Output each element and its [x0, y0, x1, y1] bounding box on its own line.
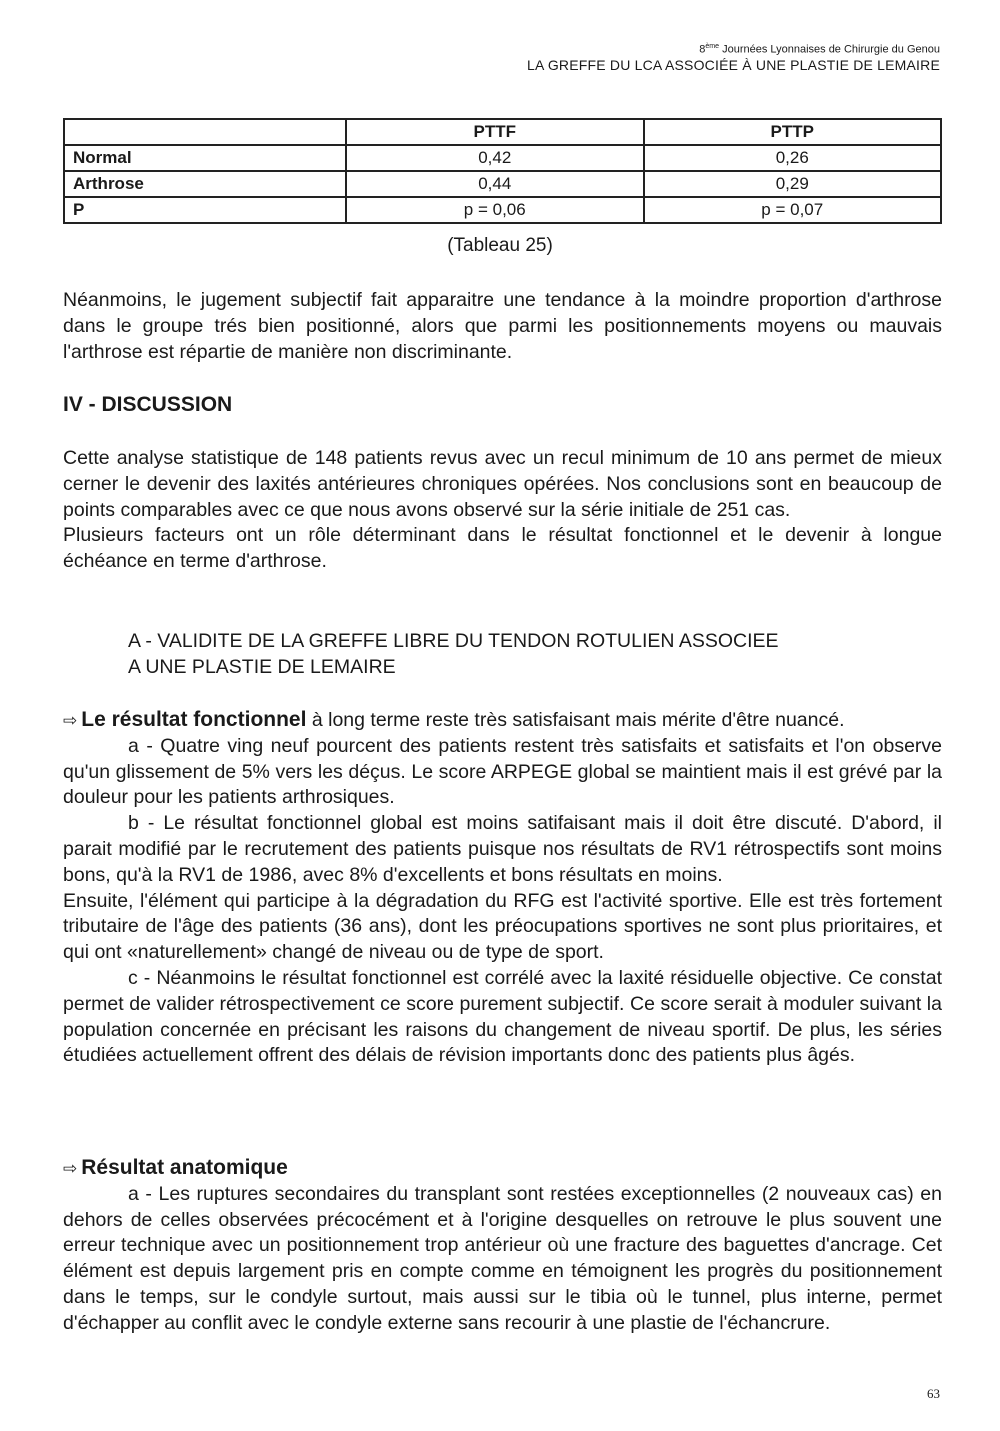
table-row: [64, 197, 941, 223]
results-table: [63, 118, 942, 224]
arrow-icon: ⇨: [63, 1159, 78, 1178]
fonctionnel-lead: Le résultat fonctionnel: [81, 708, 307, 731]
table-row: [64, 145, 941, 171]
table-caption: (Tableau 25): [447, 235, 553, 256]
conference-title: Journées Lyonnaises de Chirurgie du Genou: [719, 43, 940, 56]
fonctionnel-point-b-continued: Ensuite, l'élément qui participe à la dégradation du RFG est l'activité sportive. Elle est très fortement tributaire de l'âge des patients (36 ans), dont les préocupations sportives ne sont plus prioritaires, et qui ont «naturellement» changé de niveau ou de type de sport.: [63, 889, 942, 964]
cell-pttp: 0,29: [644, 171, 942, 197]
table-header-empty: [64, 119, 346, 145]
row-label: Arthrose: [64, 171, 346, 197]
conference-name: [527, 40, 940, 57]
fonctionnel-lead-line: [63, 707, 942, 734]
article-title: LA GREFFE DU LCA ASSOCIÉE À UNE PLASTIE DE LEMAIRE: [526, 56, 940, 73]
cell-pttp: p = 0,07: [644, 197, 942, 223]
subsection-heading: [128, 628, 928, 680]
subsection-heading-line2: A UNE PLASTIE DE LEMAIRE: [128, 656, 396, 678]
anatomique-lead: Résultat anatomique: [81, 1156, 288, 1179]
discussion-paragraph-2: Plusieurs facteurs ont un rôle déterminant dans le résultat fonctionnel et le devenir à longue échéance en terme d'arthrose.: [63, 524, 942, 573]
discussion-paragraph-1: Cette analyse statistique de 148 patients revus avec un recul minimum de 10 ans permet de mieux cerner le devenir des laxités antérieures chroniques opérées. Nos conclusions sont en beaucoup de points comparables avec ce que nous avons observé sur la série initiale de 251 cas.: [63, 447, 942, 521]
table-header-row: [64, 119, 941, 145]
cell-pttf: p = 0,06: [346, 197, 644, 223]
row-label: Normal: [64, 145, 346, 171]
fonctionnel-point-b: b - Le résultat fonctionnel global est moins satifaisant mais il doit être discuté. D'abord, il parait modifié par le recrutement des patients puisque nos résultats de RV1 rétrospectifs sont moins bons, qu'à la RV1 de 1986, avec 8% d'excellents et bons résultats en moins.: [63, 812, 942, 886]
intro-text: Néanmoins, le jugement subjectif fait apparaitre une tendance à la moindre proportion d'arthrose dans le groupe trés bien positionné, alors que parmi les positionnements moyens ou mauvais l'arthrose est répartie de manière non discriminante.: [63, 289, 942, 363]
table-row: [64, 171, 941, 197]
anatomique-lead-line: [63, 1155, 942, 1182]
fonctionnel-block: [63, 707, 942, 1069]
anatomique-block: [63, 1155, 942, 1337]
cell-pttp: 0,26: [644, 145, 942, 171]
table-header-pttp: PTTP: [644, 119, 942, 145]
discussion-intro: [63, 446, 942, 575]
fonctionnel-point-c: c - Néanmoins le résultat fonctionnel est corrélé avec la laxité résiduelle objective. Ce constat permet de valider rétrospectivement ce score purement subjectif. Ce score serait à moduler suivant la population concernée en précisant les raisons du changement de niveau sportif. De plus, les séries étudiées actuellement offrent des délais de révision importants donc des patients plus âgés.: [63, 966, 942, 1067]
subsection-heading-line1: A - VALIDITE DE LA GREFFE LIBRE DU TENDON ROTULIEN ASSOCIEE: [128, 630, 779, 652]
section-title: IV - DISCUSSION: [63, 393, 233, 416]
fonctionnel-lead-rest: à long terme reste très satisfaisant mais mérite d'être nuancé.: [306, 709, 845, 731]
cell-pttf: 0,42: [346, 145, 644, 171]
anatomique-point-a: a - Les ruptures secondaires du transplant sont restées exceptionnelles (2 nouveaux cas) en dehors de celles observées précocément et à l'origine desquelles on retrouve le plus souvent une erreur technique avec un positionnement trop antérieur où une fracture des baguettes d'ancrage. Cet élément est depuis largement pris en compte comme en témoignent les progrès du positionnement dans le temps, sur le condyle surtout, mais aussi sur le tibia où le tunnel, plus interne, permet d'échapper au conflit avec le condyle externe sans recourir à une plastie de l'échancrure.: [63, 1182, 942, 1334]
intro-paragraph: [63, 288, 942, 365]
page-number: 63: [927, 1386, 940, 1401]
arrow-icon: ⇨: [63, 711, 78, 730]
running-header: [527, 40, 940, 74]
cell-pttf: 0,44: [346, 171, 644, 197]
conference-superscript: ème: [705, 43, 720, 50]
row-label: P: [64, 197, 346, 223]
table-header-pttf: PTTF: [346, 119, 644, 145]
fonctionnel-point-a: a - Quatre ving neuf pourcent des patients restent très satisfaits et satisfaits et l'on observe qu'un glissement de 5% vers les déçus. Le score ARPEGE global se maintient mais il est grévé par la douleur pour les patients arthrosiques.: [63, 734, 942, 809]
conference-number: 8: [699, 43, 706, 56]
